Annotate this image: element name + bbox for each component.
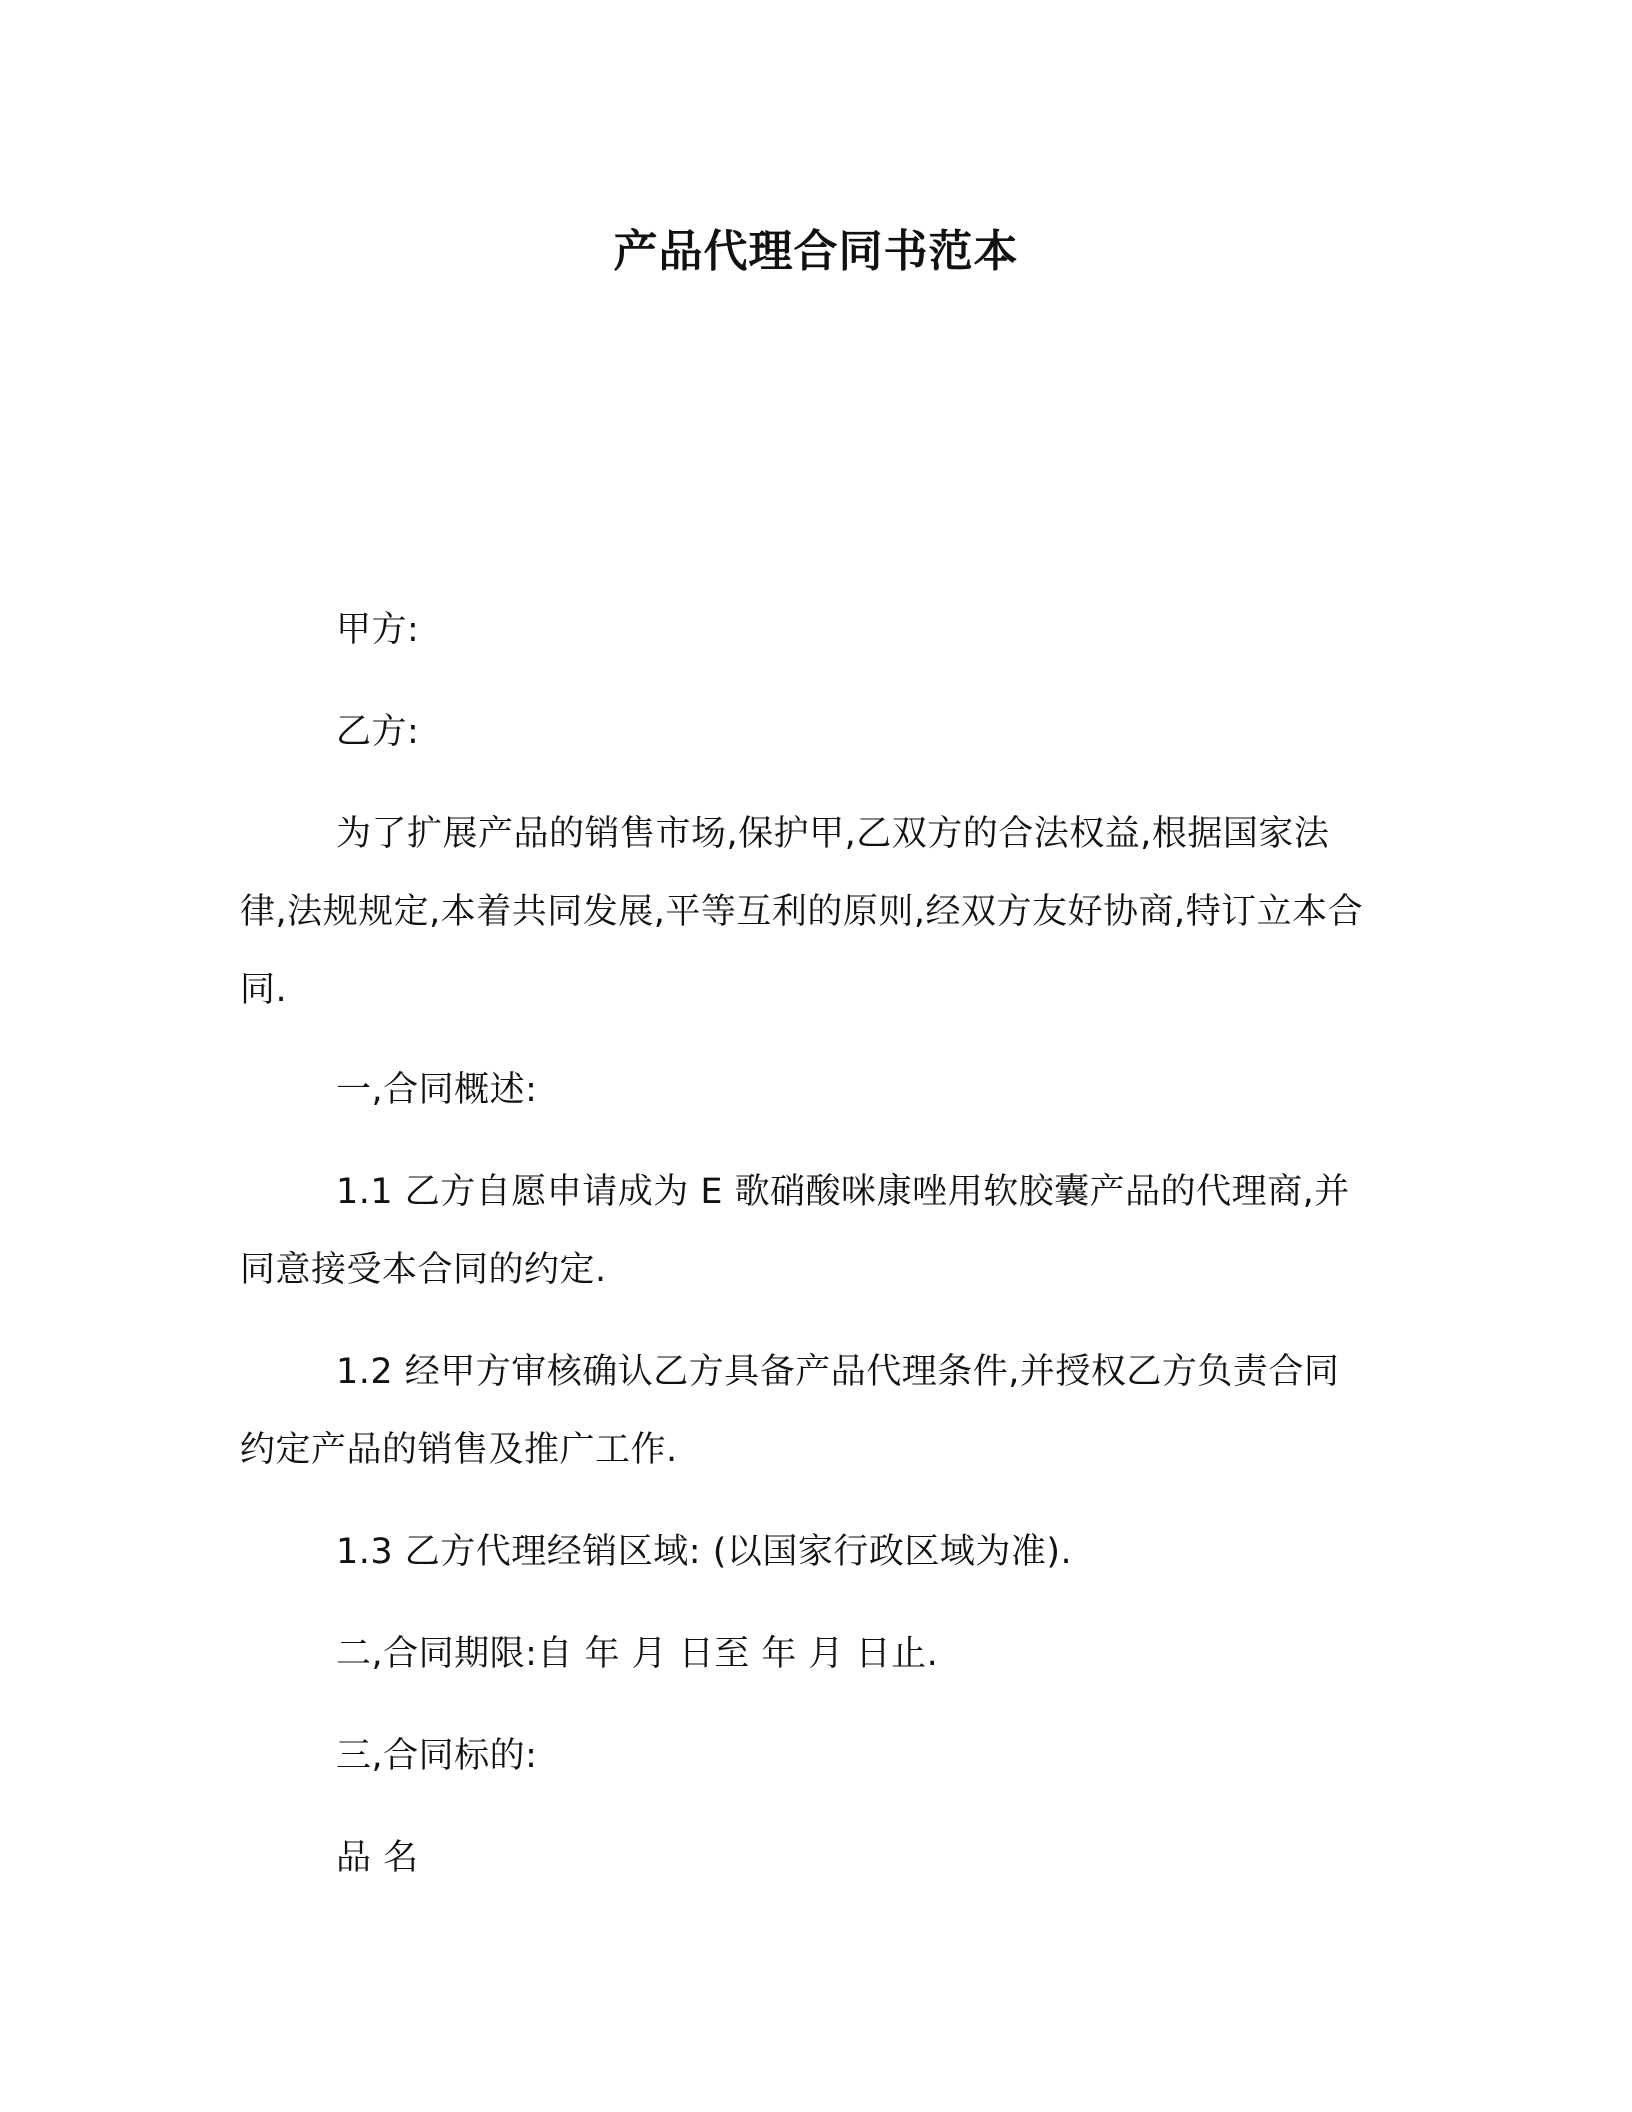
product-name-label: 品 名 [336, 1838, 419, 1878]
document-title: 产品代理合同书范本 [613, 226, 1019, 277]
party-a-line: 甲方: [336, 610, 420, 650]
section-3-heading: 三,合同标的: [336, 1736, 538, 1776]
clause-1-3: 1.3 乙方代理经销区域: (以国家行政区域为准). [336, 1532, 1073, 1572]
clause-1-2: 1.2 经甲方审核确认乙方具备产品代理条件,并授权乙方负责合同约定产品的销售及推广工作. [240, 1352, 1340, 1470]
section-2-term: 二,合同期限:自 年 月 日至 年 月 日止. [336, 1634, 939, 1674]
clause-1-1: 1.1 乙方自愿申请成为 E 歌硝酸咪康唑用软胶囊产品的代理商,并同意接受本合同的约定. [240, 1172, 1350, 1290]
section-1-heading: 一,合同概述: [336, 1070, 538, 1110]
party-b-line: 乙方: [336, 712, 420, 752]
preamble-paragraph: 为了扩展产品的销售市场,保护甲,乙双方的合法权益,根据国家法律,法规规定,本着共同发展,平等互利的原则,经双方友好协商,特订立本合同. [240, 814, 1364, 1010]
